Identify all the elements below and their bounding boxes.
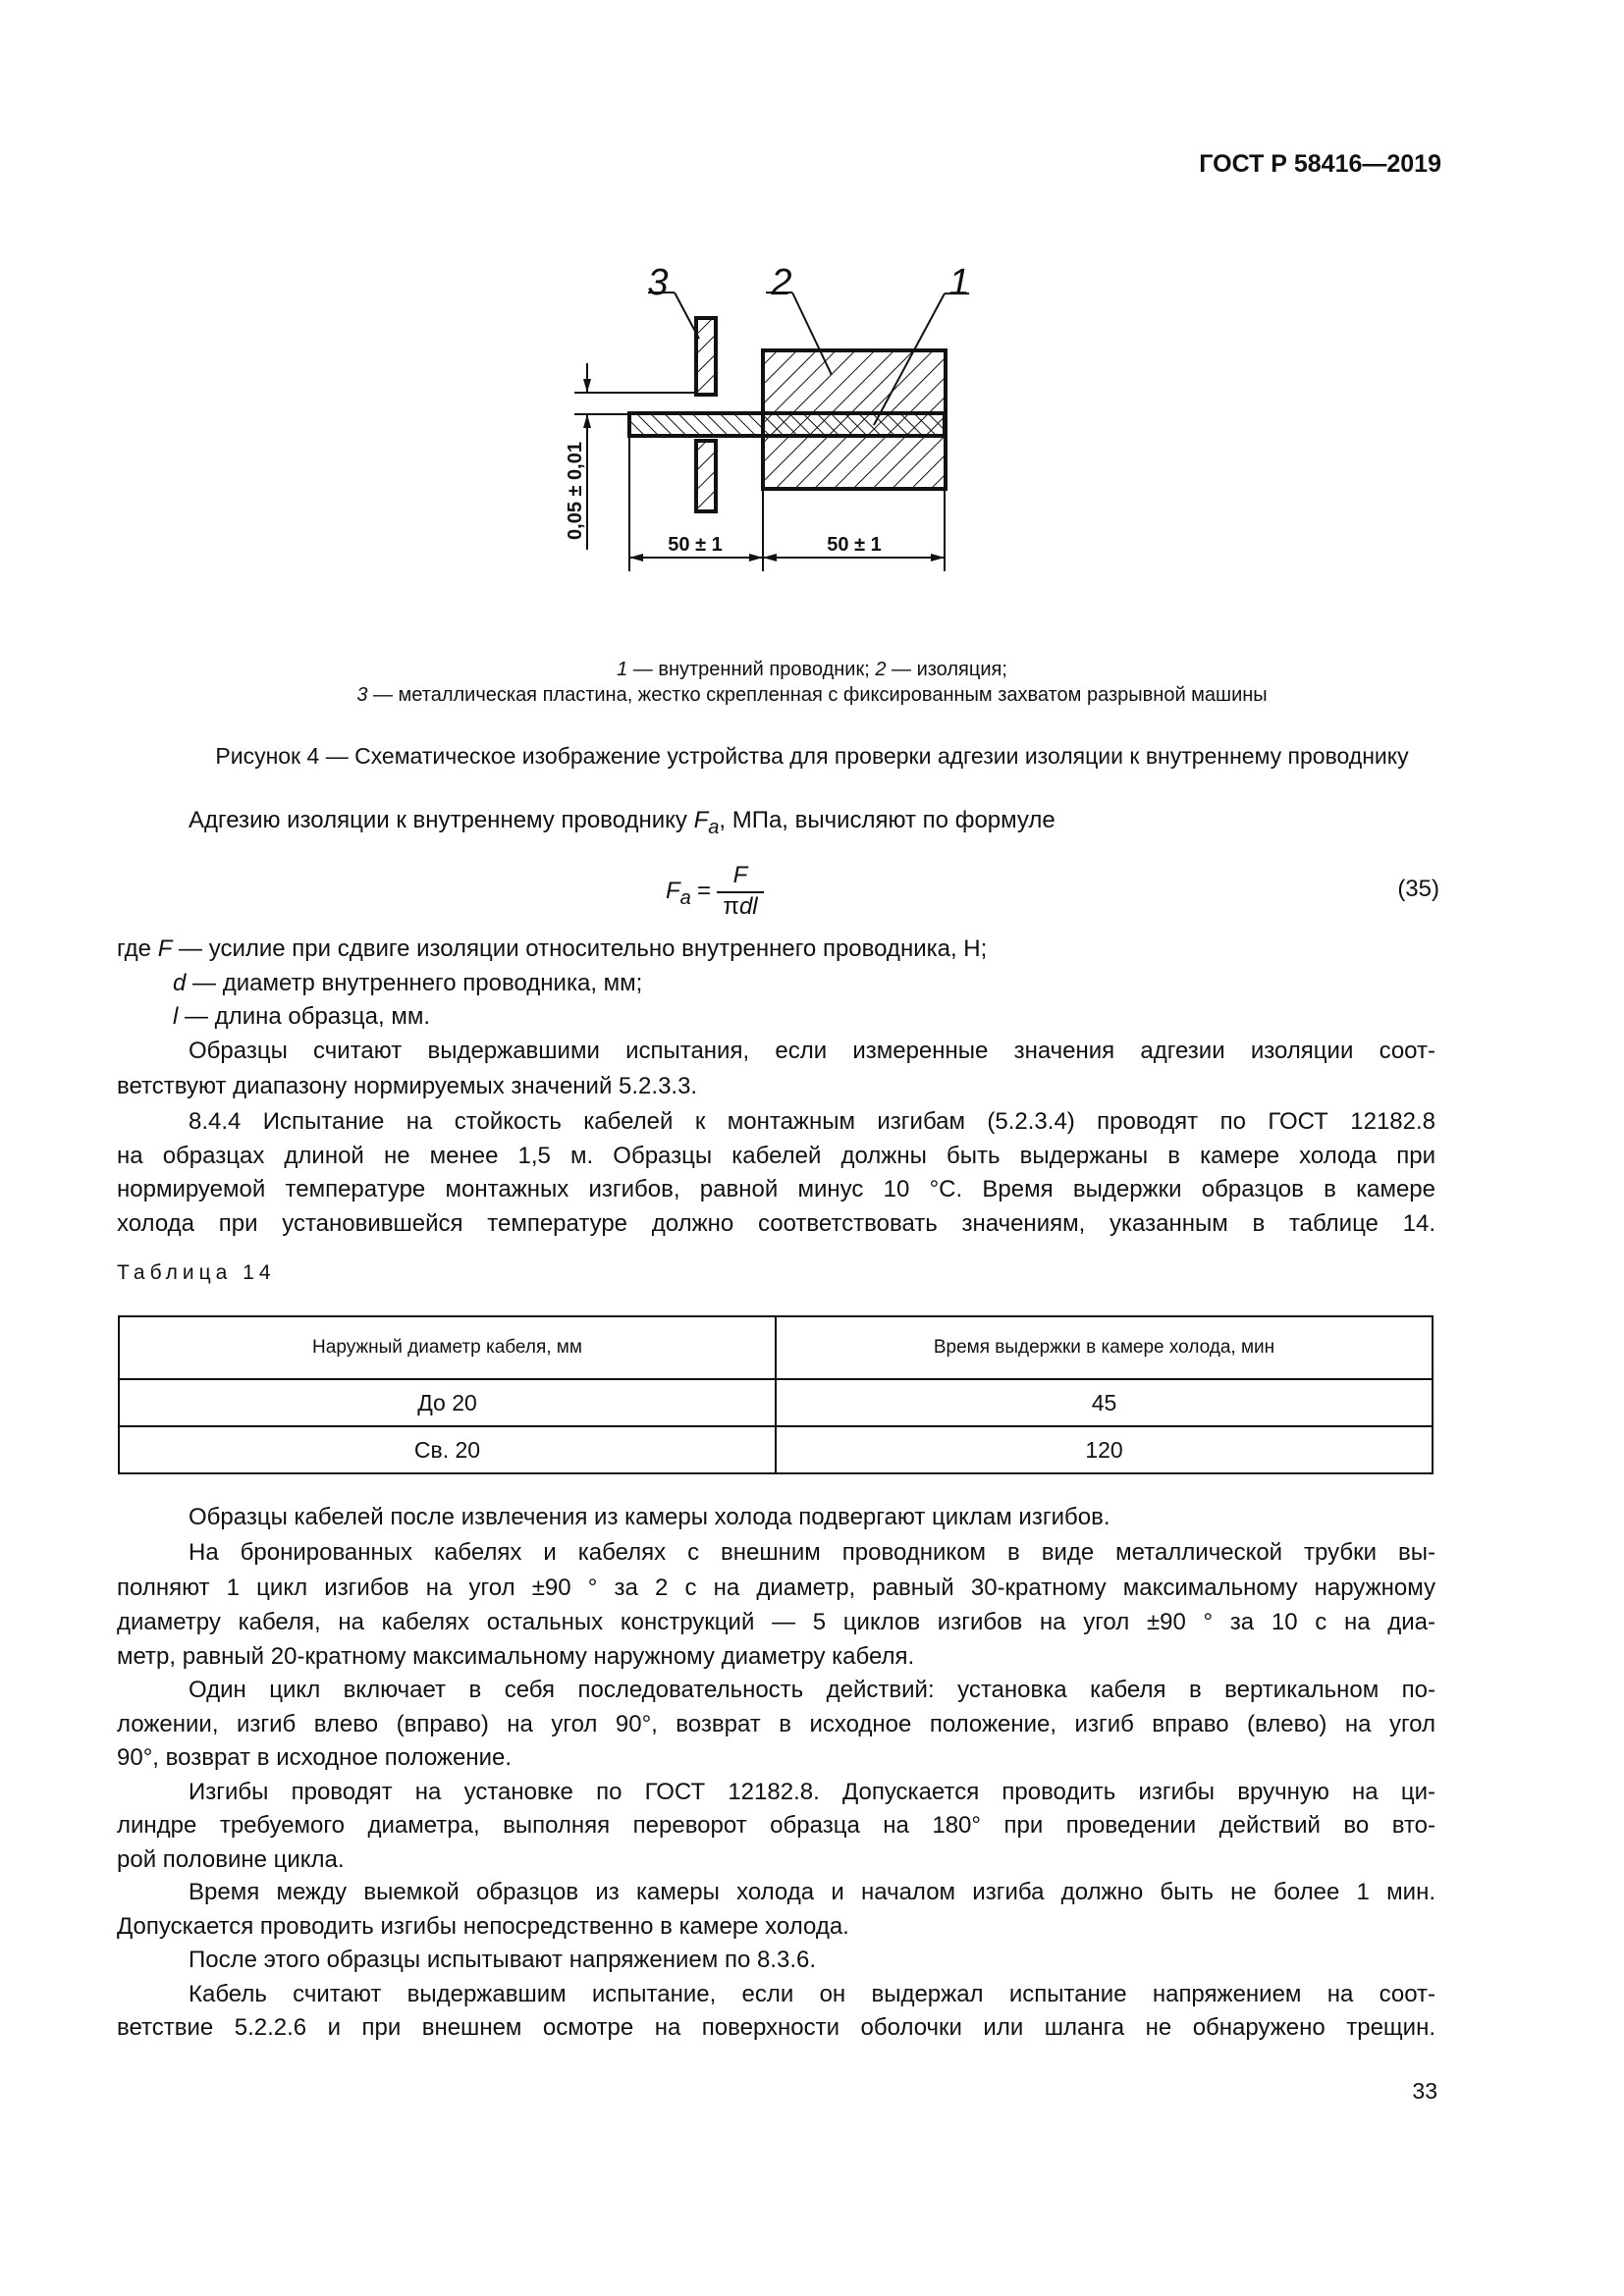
- document-id: ГОСТ Р 58416—2019: [1199, 150, 1441, 178]
- table-cell: 120: [776, 1426, 1433, 1473]
- paragraph-line: рой половине цикла.: [117, 1846, 345, 1873]
- paragraph-line: ложении, изгиб влево (вправо) на угол 90°, возврат в исходное положение, изгиб вправо (влево) на угол: [117, 1711, 1435, 1737]
- paragraph-line: Кабель считают выдержавшим испытание, если он выдержал испытание напряжением на соот-: [189, 1981, 1435, 2007]
- where-f: где F — усилие при сдвиге изоляции относительно внутреннего проводника, Н;: [117, 935, 988, 962]
- paragraph-line: нормируемой температуре монтажных изгибов, равной минус 10 °С. Время выдержки образцов в камере: [117, 1176, 1435, 1202]
- dim-left: 50 ± 1: [668, 534, 723, 556]
- metal-plate-lower: [696, 441, 716, 511]
- paragraph-line: Время между выемкой образцов из камеры холода и началом изгиба должно быть не более 1 мин.: [189, 1879, 1435, 1905]
- table-row: [119, 1426, 1433, 1473]
- paragraph-line: на образцах длиной не менее 1,5 м. Образцы кабелей должны быть выдержаны в камере холода при: [117, 1143, 1435, 1169]
- adhesion-test-diagram: [0, 0, 1624, 609]
- dim-right: 50 ± 1: [827, 534, 882, 556]
- figure-caption: Рисунок 4 — Схематическое изображение устройства для проверки адгезии изоляции к внутреннему проводнику: [215, 743, 1409, 769]
- paragraph-line: метр, равный 20-кратному максимальному наружному диаметру кабеля.: [117, 1643, 915, 1670]
- table-row: [119, 1379, 1433, 1426]
- paragraph-line: Допускается проводить изгибы непосредственно в камере холода.: [117, 1913, 849, 1940]
- page-number: 33: [1412, 2078, 1437, 2104]
- paragraph-line: ветствуют диапазону нормируемых значений 5.2.3.3.: [117, 1073, 698, 1099]
- paragraph-line: линдре требуемого диаметра, выполняя переворот образца на 180° при проведении действий во вто-: [117, 1812, 1435, 1839]
- paragraph-line: Изгибы проводят на установке по ГОСТ 12182.8. Допускается проводить изгибы вручную на ци-: [189, 1779, 1435, 1805]
- table-cell: 45: [776, 1379, 1433, 1426]
- table-header: Время выдержки в камере холода, мин: [776, 1316, 1433, 1379]
- inner-conductor: [629, 413, 945, 436]
- dim-gap: 0,05 ± 0,01: [565, 442, 586, 540]
- callout-2: 2: [771, 262, 792, 303]
- paragraph-line: 90°, возврат в исходное положение.: [117, 1744, 513, 1771]
- formula-intro: Адгезию изоляции к внутреннему проводнику $F_a$, МПа, вычисляют по формуле: [189, 807, 1056, 838]
- table-caption: Таблица 14: [117, 1261, 276, 1284]
- equation-number: (35): [1397, 876, 1439, 902]
- where-d: d — диаметр внутреннего проводника, мм;: [173, 970, 643, 996]
- paragraph-line: полняют 1 цикл изгибов на угол ±90 ° за 2 с на диаметр, равный 30-кратному максимальному наружному: [117, 1575, 1435, 1601]
- metal-plate-upper: [696, 318, 716, 395]
- callout-3: 3: [647, 262, 669, 303]
- paragraph-line: Один цикл включает в себя последовательность действий: установка кабеля в вертикальном по-: [189, 1677, 1435, 1703]
- table-cell: Св. 20: [119, 1426, 776, 1473]
- table-header: Наружный диаметр кабеля, мм: [119, 1316, 776, 1379]
- paragraph-line: холода при установившейся температуре должно соответствовать значениям, указанным в таблице 14.: [117, 1210, 1435, 1237]
- paragraph-line: ветствие 5.2.2.6 и при внешнем осмотре на поверхности оболочки или шланга не обнаружено трещин.: [117, 2014, 1435, 2041]
- callout-1: 1: [948, 262, 970, 303]
- figure-legend-2: 3 — металлическая пластина, жестко скрепленная с фиксированным захватом разрывной машины: [356, 684, 1268, 706]
- where-l: l — длина образца, мм.: [173, 1003, 430, 1030]
- figure-legend-1: 1 — внутренний проводник; 2 — изоляция;: [617, 659, 1007, 680]
- paragraph-line: диаметру кабеля, на кабелях остальных конструкций — 5 циклов изгибов на угол ±90 ° за 10 с на диа-: [117, 1609, 1435, 1635]
- paragraph-line: Образцы кабелей после извлечения из камеры холода подвергают циклам изгибов.: [189, 1504, 1110, 1530]
- paragraph-line: Образцы считают выдержавшими испытания, если измеренные значения адгезии изоляции соот-: [189, 1038, 1435, 1064]
- paragraph-line: После этого образцы испытывают напряжением по 8.3.6.: [189, 1947, 816, 1973]
- table-cell: До 20: [119, 1379, 776, 1426]
- paragraph-line: 8.4.4 Испытание на стойкость кабелей к монтажным изгибам (5.2.3.4) проводят по ГОСТ 12182.8: [189, 1108, 1435, 1135]
- table-14: [118, 1315, 1434, 1474]
- paragraph-line: На бронированных кабелях и кабелях с внешним проводником в виде металлической трубки вы-: [189, 1539, 1435, 1566]
